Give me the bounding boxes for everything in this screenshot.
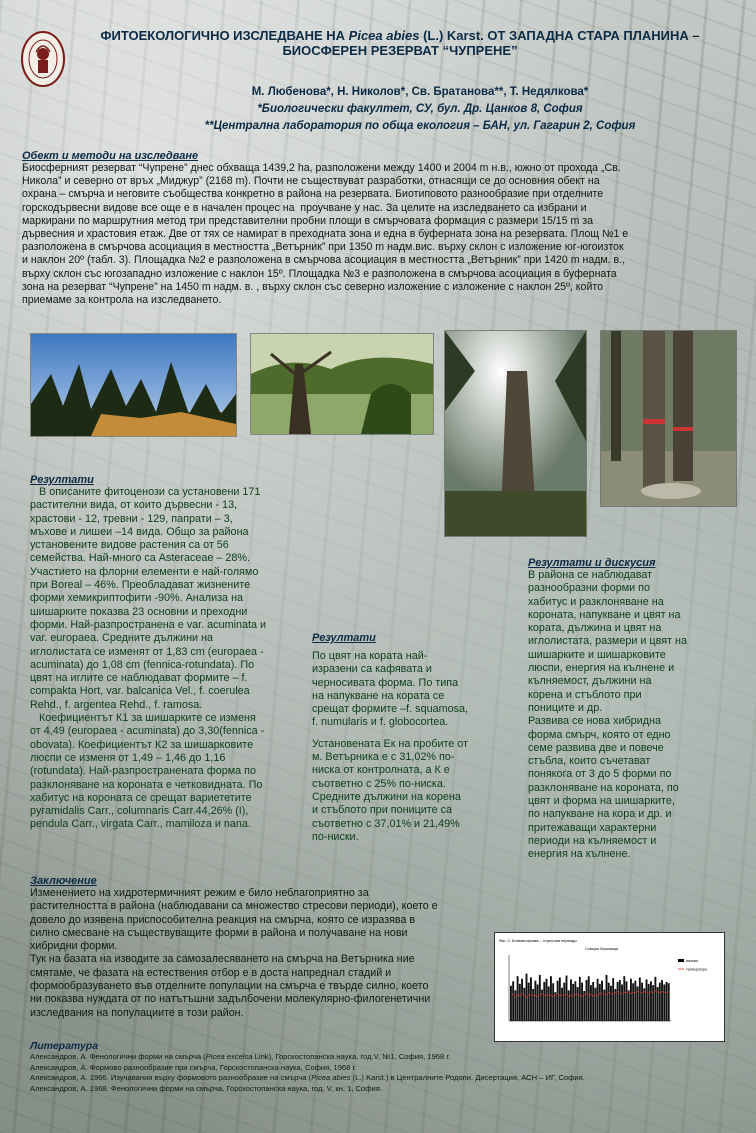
literature-ref: Александров, А. Формово разнообразие при смърча, Горскостопанска наука, София, 1968 г. [30,1062,357,1072]
chart-bar [663,985,665,1021]
results-mid-heading: Резултати [312,632,376,644]
results-left-line: от 4,49 (europaea - acuminata) до 3,30(fennica - [30,725,265,738]
chart-bar [612,978,614,1021]
results-right-line: кората, дължина и цвят на [528,622,662,635]
methods-line: и наклон 20º (табл. 3). Площадка №2 е разположена в смърчова асоциация в местността „Ветърник” при 1420 m надм. в., [22,254,626,267]
results-left-line: цвят на иглите се наблюдават формите – f. [30,672,248,685]
results-right-line: люспи, енергия на кълнене и [528,662,675,675]
results-left-line: установените видове растения са от 56 [30,539,229,552]
results-left-line: форми. Най-разпространена е var. acuminata и [30,618,267,631]
chart-bar [528,983,530,1021]
results-right-text [528,569,728,862]
literature-list [30,1052,750,1094]
chart-legend [678,959,707,972]
methods-text [22,162,742,307]
conclusion-heading: Заключение [30,875,97,887]
chart-bar [557,981,559,1021]
chart-bar [614,989,616,1021]
chart-bar [574,981,576,1021]
results-right-line: шишарките и шишарковите [528,648,666,661]
results-left-section [30,474,310,832]
methods-line: зона на резерват “Чупрене” на 1450 m надм. в. , върху склон със северно изложение с изложение с наклон 25º, който [22,280,603,293]
chart-bar [543,982,545,1021]
methods-line: разположена в смърчова асоциация в местността „Ветърник” при 1350 m надм.вис. върху склон с изложение юг-югоизток [22,241,624,254]
chart-bar [566,976,568,1021]
results-left-line: при Boreal – 46%. Преобладават жизнените [30,579,251,592]
chart-bar [632,983,634,1021]
chart-subtitle: Станция Берковица [585,947,619,951]
results-mid-para2-line: съответно с 25% по-ниска. [312,777,446,790]
results-mid-para2 [312,738,492,844]
methods-line: горскодървесни видове все още е в начален процес на проучване у нас. За целите на изследването са избрани и [22,201,587,214]
chart-bar [654,977,656,1021]
results-left-line: разклоняване на короната е четковидната. По [30,778,263,791]
results-right-line: притежаващи характерни [528,821,657,834]
results-right-line: семе развива две и повече [528,741,664,754]
results-left-line: acuminata) до 1,08 cm (fennica-rotundata). По [30,658,255,671]
results-left-line: семейства. Най-много са Asteraceae – 28%. [30,552,250,565]
chart-bar [537,985,539,1021]
chart-bar [666,982,668,1021]
chart-bar [530,977,532,1021]
results-right-line: стъбла, които съчетават [528,755,651,768]
chart-bar [619,980,621,1021]
results-right-line: енергия на кълнене. [528,848,631,861]
chart-bar [592,982,594,1021]
conclusion-line: довело до изявена приспособителна реакция на смърча, която се изразява в [30,913,416,926]
conclusion-section [30,875,500,1020]
chart-bar [563,983,565,1021]
authors: М. Любенова*, Н. Николов*, Св. Братанова**, Т. Недялкова* [251,86,589,98]
methods-line: върху склон със югозападно изложение с наклон 15º. Площадка №3 е разположена в смърчова асоциация в буферната [22,267,617,280]
results-right-line: короната, напукване и цвят на [528,608,681,621]
methods-line: Биосферният резерват “Чупрене” днес обхваща 1439,2 ha, разположени между 1400 и 2004 m н.в., южно от прохода „Св. [22,162,621,174]
photo-old-spruce [250,333,434,435]
conclusion-line: растителността в района (наблюдавани са множество стресови периоди), което е [30,900,438,913]
results-right-line: цвят и форма на шишарките, [528,795,675,808]
chart-canvas [495,933,724,1041]
results-mid-para1-line: на напукване на кората се [312,689,445,702]
chart-bar [606,975,608,1021]
literature-section [30,1040,750,1094]
chart-bar [534,981,536,1021]
methods-line: дървесния и храстовия етаж. Две от тях се намират в преходната зона и една в буферната зона на резервата. Площ №1 е [22,228,629,241]
title-species: Picea abies [348,28,420,43]
chart-bar [514,990,516,1021]
chart-bar [652,985,654,1021]
chart-bar [523,988,525,1021]
chart-bar [539,975,541,1021]
chart-bar [590,985,592,1021]
chart-bar [650,981,652,1021]
chart-bar [594,988,596,1021]
results-left-line: pendula Carr., virgata Carr., mamiloza и nana. [30,818,251,831]
results-right-line: В района се наблюдават [528,569,653,581]
results-mid-para1-line: черносивата форма. По типа [312,676,459,689]
chart-bar [639,977,641,1021]
methods-line: маркирани по маршрутния метод три представителни пробни площи в смърчовата формация с размери 15/15 m за [22,214,594,227]
results-left-line: иглолистата се изменят от 1,83 cm (europaea - [30,645,264,658]
photo-spruce-trunk [444,330,587,537]
results-right-line: разклоняване на короната, по [528,781,679,794]
chart-bar [668,983,670,1021]
results-right-line: понякога от 3 до 5 форми по [528,768,672,781]
legend-swatch-bars [678,959,684,962]
results-mid-para2-line: и стъблото при пониците са [312,804,453,817]
results-left-line: хабитус на короната се срещат вариететите [30,791,252,804]
results-right-line: иглолистата, размери и цвят на [528,635,687,648]
results-left-line: шишарките показва 23 основни и преходни [30,605,248,618]
chart-bar [577,987,579,1021]
chart-bar [617,982,619,1021]
chart-bar [570,979,572,1021]
legend-label-bars: валежи [686,959,699,963]
results-right-line: по напукване на кора и др. и [528,808,672,821]
conclusion-line: ни показва нуждата от по натътъшни задълбочени молекулярно-филогенетични [30,993,431,1006]
results-left-line: Участието на флорни елементи е най-голямо [30,565,259,578]
legend-label-line: температура [686,967,707,972]
chart-bar [603,990,605,1021]
results-mid-para2-line: м. Ветърника е с 31,02% по- [312,751,455,764]
photo-forest-edge [30,333,237,437]
conclusion-line: смятаме, че фазата на естествения отбор е в доста напреднал стадий и [30,966,392,979]
chart-bar [581,983,583,1021]
chart-bar [601,981,603,1021]
results-mid-para2-line: Установената Ек на пробите от [312,737,469,750]
results-left-line: obovata). Коефициентът К2 за шишарковите [30,738,254,751]
results-mid-para2-line: Средните дължини на корена [312,790,461,803]
chart-bar [661,980,663,1021]
literature-heading: Литература [30,1040,99,1052]
authors-block [70,84,756,135]
chart-bars [510,974,670,1021]
chart-bar [608,983,610,1021]
results-mid-para2-line: ниска от контролната, а К е [312,764,450,777]
chart-bar [599,984,601,1021]
conclusion-line: формообразуването във отделните популации на смърча е твърде силно, което [30,980,429,993]
conclusion-line: Изменението на хидротермичният режим е било неблагоприятно за [30,887,369,899]
affiliation-1: *Биологически факултет, СУ, бул. Др. Цанков 8, София [257,103,583,115]
results-mid-para1-line: По цвят на кората най- [312,650,428,662]
poster-title: ФИТОЕКОЛОГИЧНО ИЗСЛЕДВАНЕ НА Picea abies (L.) Karst. ОТ ЗАПАДНА СТАРА ПЛАНИНА – БИОСФЕРЕН РЕЗЕРВАТ “ЧУПРЕНЕ” [100,28,700,58]
results-left-line: Rehd., f. argentea Rehd., f. ramosa. [30,698,203,711]
chart-bar [548,986,550,1021]
methods-section [22,150,742,307]
chart-bar [646,979,648,1021]
literature-ref: Александров, А. Фенологични форми на смърча (Picea excelsa Link), Горскостопанска наука, год.V, №1, София, 1968 г. [30,1052,451,1061]
results-mid-para1-line: f. numularis и f. globocortea. [312,716,449,729]
results-right-line: хабитус и разклоняване на [528,595,664,608]
results-left-line: храстови - 12, тревни - 129, папрати – 3, [30,512,233,525]
results-left-line: растителни вида, от които дървесни - 13, [30,499,238,512]
chart-bar [634,981,636,1021]
methods-line: Никола” и северно от връх „Миджур” (2168 m). Почти не съществуват разработки, отнасящи се до основния обект на [22,175,600,188]
chart-bar [626,981,628,1021]
chart-bar [552,983,554,1021]
chart-bar [510,986,512,1021]
chart-bar [648,984,650,1021]
conclusion-line: изследвания на популациите в този район. [30,1006,244,1019]
results-right-line: кълняемост, дължини на [528,675,652,688]
results-mid-para1-line: срещат формите –f. squamosa, [312,703,468,716]
methods-line: приемаме за контрола на изследването. [22,294,222,307]
conclusion-text [30,887,500,1020]
results-left-heading: Резултати [30,474,94,486]
chart-bar [621,985,623,1021]
results-right-line: периоди на кълняемост и [528,834,657,847]
results-left-line: pyramidalis Carr., columnaris Carr.44,26% (I), [30,805,249,818]
results-right-heading: Резултати и дискусия [528,557,656,569]
results-mid-para1-line: изразени са кафявата и [312,663,432,676]
chart-bar [519,984,521,1021]
results-mid-para2-line: по-ниски. [312,830,359,843]
results-left-line: (rotundata). Най-разпространената форма по [30,765,256,778]
chart-bar [579,977,581,1021]
results-left-line: форми хемикриптофити -90%. Анализа на [30,592,244,605]
chart-bar [559,977,561,1021]
chart-bar [532,989,534,1021]
results-left-line: мъхове и лишеи –14 вида. Общо за района [30,525,249,538]
chart-bar [643,988,645,1021]
chart-bar [630,979,632,1021]
results-mid-para1 [312,650,492,730]
results-right-line: форма смърч, която от едно [528,728,671,741]
chart-bar [568,990,570,1021]
chart-bar [659,983,661,1021]
university-logo [20,30,66,88]
conclusion-line: силно смесване на съществуващите форми в района и получаване на нови [30,926,408,939]
results-left-line: Коефициентът К1 за шишарките се изменя [30,712,256,725]
literature-ref: Александров, А. 1966. Изучавания върху формовото разнообразие на смърча (Picea abies (L.) Karst.) в Централните Родопи. Дисертация, АСН – ИГ, София. [30,1073,585,1082]
results-right-section [528,557,728,862]
results-right-line: разнообразни форми по [528,582,651,595]
chart-bar [597,979,599,1021]
results-left-line: compakta Hort, var. balcanica Vel., f. coerulea [30,685,250,698]
results-right-line: пониците и др. [528,701,603,714]
chart-bar [554,992,556,1021]
results-right-line: Развива се нова хибридна [528,715,661,728]
chart-bar [546,979,548,1021]
chart-bar [588,976,590,1021]
chart-bar [550,976,552,1021]
literature-ref: Александров, А. 1968. Фенологични форми на смърча. Горскостопанска наука, год. V, кн. 1, София. [30,1083,382,1093]
results-left-line: люспи се изменя от 1,49 – 1,46 до 1,16 [30,751,226,764]
chart-bar [641,983,643,1021]
results-left-line: В описаните фитоценози са установени 171 [30,486,261,498]
affiliation-2: **Централна лаборатория по обща екология – БАН, ул. Гагарин 2, София [204,120,636,132]
chart-bar [521,979,523,1021]
chart-bar [517,976,519,1021]
chart-bar [572,984,574,1021]
conclusion-line: хибридни форми. [30,940,118,953]
chart-bar [586,980,588,1021]
chart-bar [628,990,630,1021]
conclusion-line: Тук на базата на изводите за самозалесяването на смърча на Ветърника ние [30,953,415,966]
methods-heading: Обект и методи на изследване [22,150,199,162]
results-mid-para2-line: съответно с 37,01% и 21,49% [312,817,460,830]
results-left-text [30,486,310,832]
chart-bar [623,976,625,1021]
chart-bar [610,986,612,1021]
methods-line: охрана – смърча и неговите съобщества конкретно в района на резервата. Биотиповото разнообразие при отделните [22,188,604,201]
chart-title: Фиг. 2. Климатограма – стресови периоди [499,938,577,943]
climate-chart [494,932,725,1042]
chart-bar [561,988,563,1021]
photo-marked-trees [600,330,737,507]
results-right-line: корена и стъблото при [528,688,642,701]
results-left-line: var. europaea. Средните дължини на [30,632,214,645]
results-mid-section [312,632,492,844]
chart-bar [512,981,514,1021]
